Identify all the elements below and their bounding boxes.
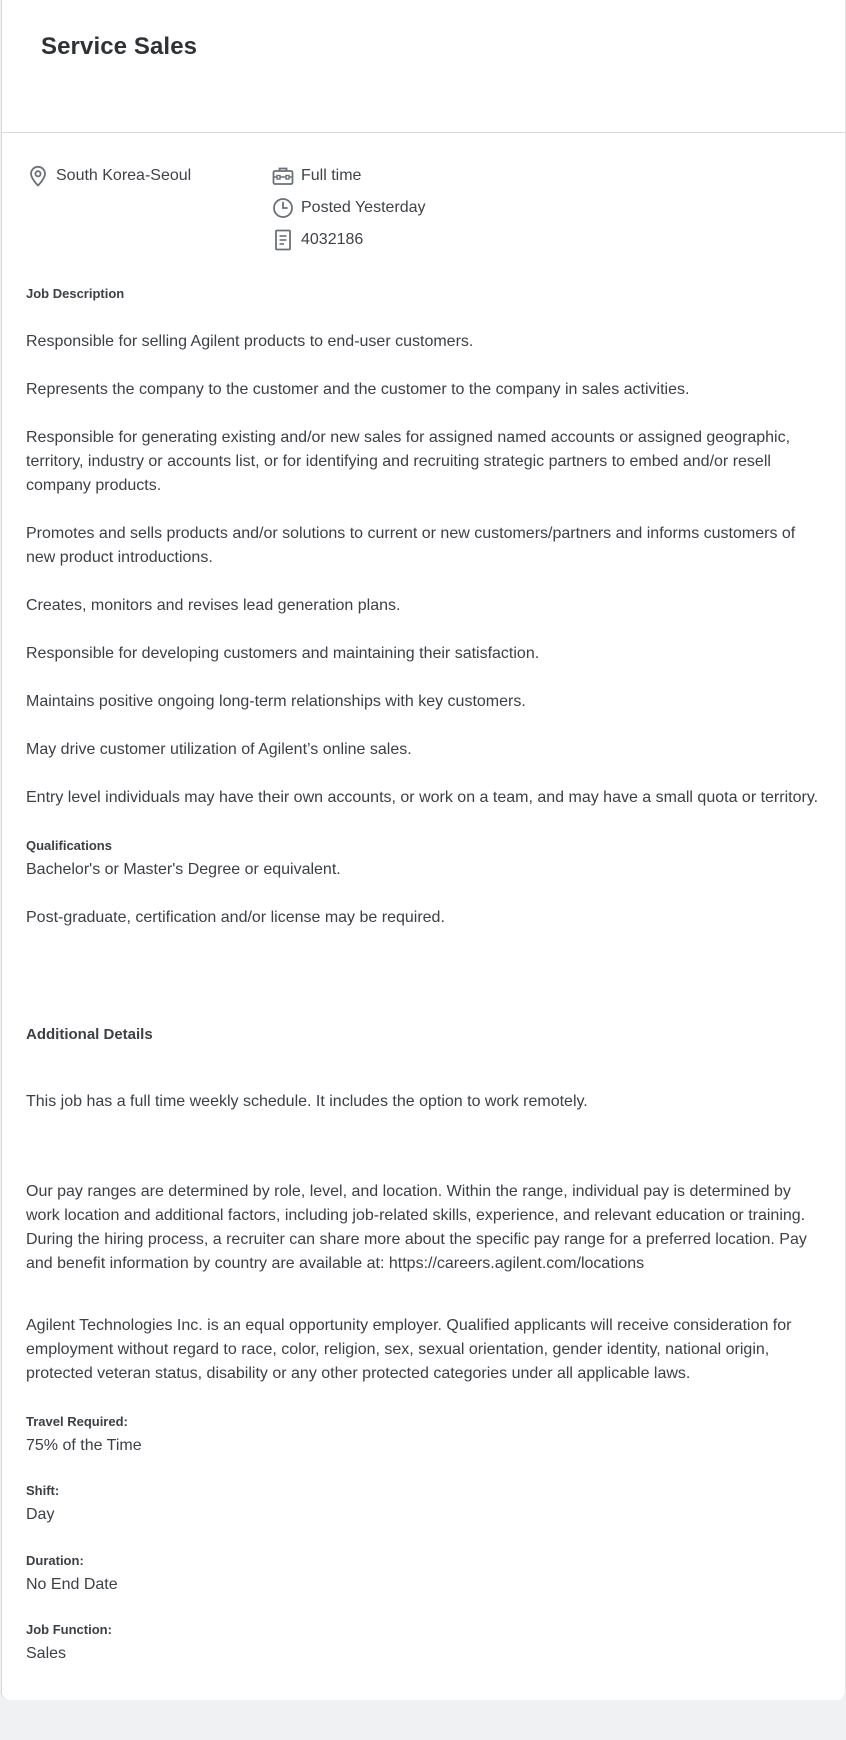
description-paragraph: May drive customer utilization of Agilent’s online sales. [26, 741, 412, 758]
job-meta [26, 164, 845, 254]
description-paragraph: Responsible for selling Agilent products to end-user customers. [26, 333, 474, 350]
document-icon [271, 228, 295, 252]
job-location [26, 164, 191, 188]
additional-paragraph: Our pay ranges are determined by role, level, and location. Within the range, individual pay is determined by work location and additional factors, including job-related skills, experience, and relevant education or training. During the hiring process, a recruiter can share more about the specific pay range for a preferred location. Pay and benefit information by country are available at: https://careers.agilent.com/locations [26, 1183, 807, 1272]
description-paragraph: Entry level individuals may have their own accounts, or work on a team, and may have a small quota or territory. [26, 789, 819, 806]
map-pin-icon [26, 164, 50, 188]
briefcase-icon [271, 164, 295, 188]
detail-value-duration: No End Date [26, 1576, 118, 1593]
job-req-id [271, 228, 363, 252]
job-posted-text: Posted Yesterday [301, 199, 426, 216]
detail-label-job-function: Job Function: [26, 1622, 112, 1637]
description-paragraph: Promotes and sells products and/or solutions to current or new customers/partners and informs customers of new product introductions. [26, 525, 796, 566]
job-req-id-text: 4032186 [301, 231, 364, 248]
qualification-paragraph: Bachelor's or Master's Degree or equivalent. [26, 861, 341, 878]
job-description-heading: Job Description [26, 286, 125, 301]
job-header [2, 0, 845, 133]
job-detail-card [1, 0, 846, 1700]
additional-paragraph: This job has a full time weekly schedule. It includes the option to work remotely. [26, 1093, 588, 1110]
detail-label-shift: Shift: [26, 1483, 60, 1498]
qualification-paragraph: Post-graduate, certification and/or license may be required. [26, 909, 445, 926]
job-location-text: South Korea-Seoul [56, 167, 192, 184]
detail-value-travel: 75% of the Time [26, 1437, 142, 1454]
job-type [271, 164, 361, 188]
qualifications-heading: Qualifications [26, 838, 112, 853]
additional-details-heading: Additional Details [26, 1026, 153, 1043]
description-paragraph: Creates, monitors and revises lead generation plans. [26, 597, 401, 614]
detail-label-travel: Travel Required: [26, 1414, 128, 1429]
job-title: Service Sales [41, 33, 198, 60]
detail-value-shift: Day [26, 1506, 55, 1523]
detail-value-job-function: Sales [26, 1645, 67, 1662]
clock-icon [271, 196, 295, 220]
job-posted [271, 196, 426, 220]
description-paragraph: Responsible for developing customers and maintaining their satisfaction. [26, 645, 540, 662]
description-paragraph: Represents the company to the customer and the customer to the company in sales activities. [26, 381, 690, 398]
detail-label-duration: Duration: [26, 1553, 84, 1568]
job-type-text: Full time [301, 167, 362, 184]
additional-paragraph: Agilent Technologies Inc. is an equal opportunity employer. Qualified applicants will receive consideration for employment without regard to race, color, religion, sex, sexual orientation, gender identity, national origin, protected veteran status, disability or any other protected categories under all applicable laws. [26, 1317, 792, 1382]
description-paragraph: Maintains positive ongoing long-term relationships with key customers. [26, 693, 526, 710]
description-paragraph: Responsible for generating existing and/or new sales for assigned named accounts or assigned geographic, territory, industry or accounts list, or for identifying and recruiting strategic partners to embed and/or resell company products. [26, 429, 791, 494]
